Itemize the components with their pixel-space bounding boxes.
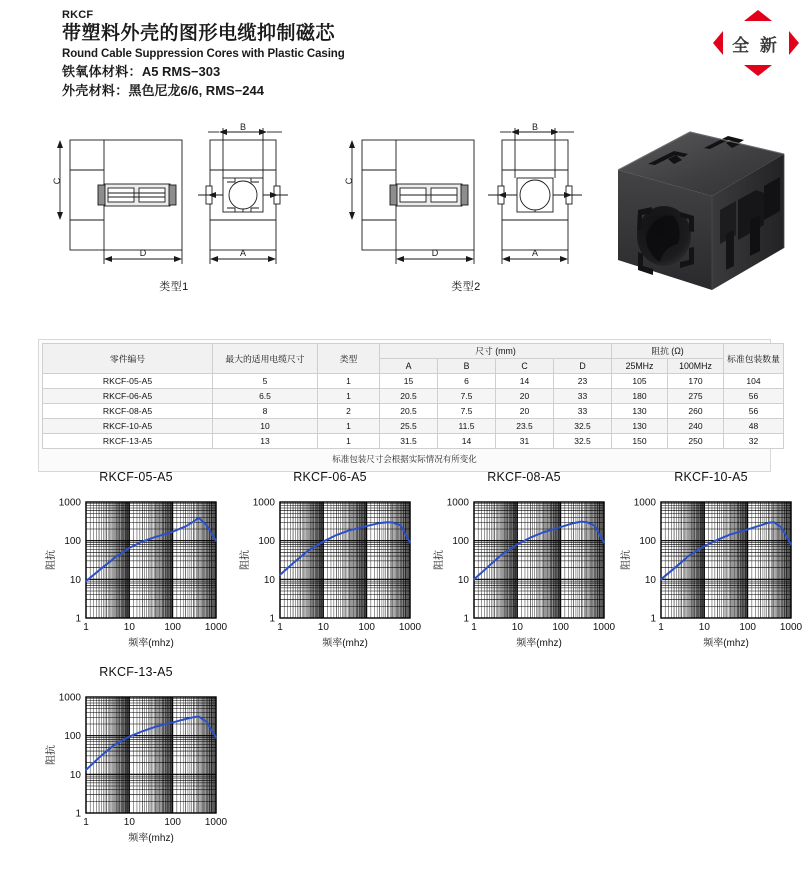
cell-z25: 150 [612,434,668,449]
drawing-type-1-svg [38,122,310,277]
cell-z100: 240 [668,419,724,434]
y-axis-label: 阻抗 [434,550,445,570]
th-type: 类型 [318,344,380,374]
cell-z100: 170 [668,374,724,389]
cell-c: 23.5 [496,419,554,434]
cell-d: 33 [554,389,612,404]
y-tick-label: 100 [452,536,469,548]
cell-a: 20.5 [380,389,438,404]
table-footnote: 标准包装尺寸会根据实际情况有所变化 [42,449,767,468]
x-tick-label: 10 [317,622,329,633]
cell-c: 20 [496,389,554,404]
dim-label-d-type2: D [431,248,439,258]
triangle-left-icon [713,31,723,55]
product-photo-svg [608,124,804,304]
table-row [43,404,784,419]
chart-plot [426,488,622,660]
chart-plot [613,488,809,660]
ferrite-material-value: A5 RMS−303 [141,64,221,79]
th-max-cable-size: 最大的适用电缆尺寸 [213,344,318,374]
product-code: RKCF [62,9,94,21]
th-dim-b: B [438,359,496,374]
cell-a: 20.5 [380,404,438,419]
y-tick-label: 1 [650,613,656,625]
x-axis-label: 频率(mhz) [128,833,174,844]
chart-title: RKCF-05-A5 [99,470,173,484]
y-tick-label: 1000 [58,692,81,704]
cell-b: 14 [438,434,496,449]
drawing-caption-type2: 类型2 [451,281,481,293]
header [62,8,345,100]
page-title-cn: 带塑料外壳的图形电缆抑制磁芯 [62,23,336,44]
y-tick-label: 100 [258,536,275,548]
triangle-down-icon [744,65,772,76]
cell-d: 23 [554,374,612,389]
spec-table-container [38,339,780,472]
y-tick-label: 100 [64,536,81,548]
x-tick-label: 1000 [592,622,616,633]
cell-pack: 32 [724,434,784,449]
cell-cable: 8 [213,404,318,419]
th-part-number: 零件编号 [43,344,213,374]
y-axis-label: 阻抗 [46,550,57,570]
cell-b: 6 [438,374,496,389]
new-badge-label: 全 新 [732,35,780,55]
y-axis-label: 阻抗 [240,550,251,570]
y-tick-label: 1000 [633,497,656,509]
th-dim-c: C [496,359,554,374]
cell-z25: 105 [612,374,668,389]
y-axis-label: 阻抗 [621,550,632,570]
chart-title: RKCF-13-A5 [99,665,173,679]
cell-part: RKCF-06-A5 [43,389,213,404]
y-tick-label: 10 [69,574,81,586]
cell-z25: 180 [612,389,668,404]
chart-plot [38,488,234,660]
cell-z100: 250 [668,434,724,449]
x-tick-label: 1 [471,622,477,633]
table-row [43,389,784,404]
x-tick-label: 1000 [204,622,228,633]
dim-label-c-type2: C [344,177,354,185]
cell-c: 14 [496,374,554,389]
cell-type: 1 [318,389,380,404]
product-photo [608,124,804,304]
cell-d: 32.5 [554,434,612,449]
table-row [43,434,784,449]
x-tick-label: 100 [552,622,570,633]
chart-plot [38,683,234,855]
cell-type: 1 [318,434,380,449]
y-tick-label: 1 [75,613,81,625]
cell-part: RKCF-13-A5 [43,434,213,449]
casing-material-line [62,81,345,100]
y-tick-label: 10 [69,769,81,781]
x-tick-label: 1000 [398,622,422,633]
th-z-25mhz: 25MHz [612,359,668,374]
dim-label-c-type1: C [52,177,62,185]
chart-rkcf-05-a5 [38,470,234,666]
x-tick-label: 1000 [204,817,228,828]
dim-label-a-type2: A [531,248,539,258]
drawing-caption-type1: 类型1 [159,281,189,293]
cell-a: 31.5 [380,434,438,449]
cell-part: RKCF-05-A5 [43,374,213,389]
chart-rkcf-13-a5 [38,665,234,861]
cell-pack: 56 [724,404,784,419]
ferrite-material-label: 铁氧体材料： [62,64,142,79]
y-tick-label: 1 [269,613,275,625]
x-axis-label: 频率(mhz) [322,638,368,649]
y-tick-label: 1000 [446,497,469,509]
x-tick-label: 10 [698,622,710,633]
cell-z25: 130 [612,404,668,419]
y-tick-label: 100 [639,536,656,548]
x-tick-label: 1000 [779,622,803,633]
cell-type: 2 [318,404,380,419]
casing-material-value: 黑色尼龙6/6, RMS−244 [128,83,264,98]
casing-material-label: 外壳材料： [62,83,129,98]
table-row [43,374,784,389]
cell-a: 15 [380,374,438,389]
cell-d: 33 [554,404,612,419]
th-dimensions-group: 尺寸 (mm) [380,344,612,359]
x-tick-label: 1 [277,622,283,633]
dim-label-a-type1: A [239,248,247,258]
y-tick-label: 1 [75,808,81,820]
y-tick-label: 100 [64,731,81,743]
x-axis-label: 频率(mhz) [516,638,562,649]
cell-part: RKCF-10-A5 [43,419,213,434]
drawing-type-1 [38,122,310,302]
spec-table [42,343,784,449]
y-axis-label: 阻抗 [46,745,57,765]
chart-rkcf-08-a5 [426,470,622,666]
cell-cable: 13 [213,434,318,449]
cell-c: 31 [496,434,554,449]
new-product-badge [713,10,799,76]
chart-title: RKCF-08-A5 [487,470,561,484]
cell-cable: 5 [213,374,318,389]
cell-z25: 130 [612,419,668,434]
cell-cable: 10 [213,419,318,434]
x-tick-label: 1 [658,622,664,633]
x-axis-label: 频率(mhz) [128,638,174,649]
cell-pack: 104 [724,374,784,389]
th-impedance-group: 阻抗 (Ω) [612,344,724,359]
y-tick-label: 1000 [252,497,275,509]
th-dim-a: A [380,359,438,374]
cell-b: 7.5 [438,389,496,404]
cell-pack: 56 [724,389,784,404]
chart-rkcf-10-a5 [613,470,809,666]
drawing-type-2-svg [330,122,602,277]
th-standard-pack-qty: 标准包装数量 [724,344,784,374]
cell-b: 7.5 [438,404,496,419]
cell-part: RKCF-08-A5 [43,404,213,419]
cell-b: 11.5 [438,419,496,434]
x-tick-label: 10 [123,817,135,828]
x-tick-label: 100 [164,817,182,828]
x-tick-label: 1 [83,622,89,633]
x-axis-label: 频率(mhz) [703,638,749,649]
cell-a: 25.5 [380,419,438,434]
y-tick-label: 10 [644,574,656,586]
cell-z100: 275 [668,389,724,404]
y-tick-label: 10 [457,574,469,586]
chart-plot [232,488,428,660]
chart-title: RKCF-06-A5 [293,470,367,484]
cell-pack: 48 [724,419,784,434]
x-tick-label: 100 [739,622,757,633]
drawing-row [0,122,809,307]
dim-label-b-type1: B [239,122,247,132]
x-tick-label: 100 [164,622,182,633]
th-dim-d: D [554,359,612,374]
cell-cable: 6.5 [213,389,318,404]
table-header-row-1 [43,344,784,359]
dim-label-b-type2: B [531,122,539,132]
spec-table-body [43,374,784,449]
x-tick-label: 100 [358,622,376,633]
triangle-up-icon [744,10,772,21]
x-tick-label: 10 [511,622,523,633]
y-tick-label: 10 [263,574,275,586]
cell-c: 20 [496,404,554,419]
ferrite-material-line [62,62,345,81]
table-row [43,419,784,434]
chart-title: RKCF-10-A5 [674,470,748,484]
cell-type: 1 [318,419,380,434]
drawing-type-2 [330,122,602,302]
x-tick-label: 10 [123,622,135,633]
th-z-100mhz: 100MHz [668,359,724,374]
cell-z100: 260 [668,404,724,419]
cell-d: 32.5 [554,419,612,434]
triangle-right-icon [789,31,799,55]
page-title-en: Round Cable Suppression Cores with Plastic Casing [62,48,345,60]
chart-rkcf-06-a5 [232,470,428,666]
cell-type: 1 [318,374,380,389]
y-tick-label: 1 [463,613,469,625]
x-tick-label: 1 [83,817,89,828]
dim-label-d-type1: D [139,248,147,258]
y-tick-label: 1000 [58,497,81,509]
